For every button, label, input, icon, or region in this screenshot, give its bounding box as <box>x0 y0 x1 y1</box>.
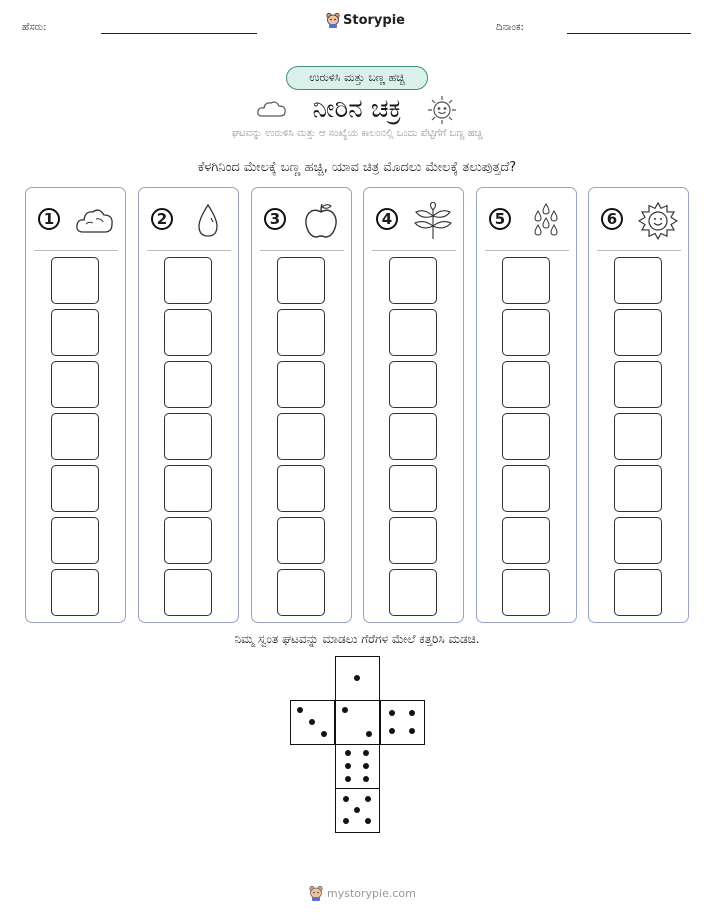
die-pip <box>342 707 348 713</box>
footer-url[interactable]: mystorypie.com <box>327 886 416 900</box>
color-box[interactable] <box>389 257 437 304</box>
color-box[interactable] <box>277 517 325 564</box>
die-net <box>290 656 426 836</box>
column-header <box>34 200 120 242</box>
column-number: 2 <box>151 208 173 230</box>
die-face-5 <box>335 788 380 833</box>
die-pip <box>365 796 371 802</box>
subtitle: ಘಟವನ್ನು ಉರುಳಿಸಿ ಮತ್ತು ಆ ಸಂಖ್ಯೆಯ ಕಾಲಂನಲ್ಲಿ ಒಂದು ಪೆಟ್ಟಿಗೆಗೆ ಬಣ್ಣ ಹಚ್ಚಿ <box>231 128 483 139</box>
color-box[interactable] <box>389 361 437 408</box>
color-box[interactable] <box>614 361 662 408</box>
die-face-4 <box>380 700 425 745</box>
column-number: 6 <box>601 208 623 230</box>
color-box[interactable] <box>277 569 325 616</box>
die-pip <box>409 728 415 734</box>
activity-badge: ಉರುಳಿಸಿ ಮತ್ತು ಬಣ್ಣ ಹಚ್ಚಿ <box>286 66 428 90</box>
apple-icon <box>300 202 342 240</box>
column-divider <box>260 250 344 251</box>
question-text: ಕೆಳಗಿನಿಂದ ಮೇಲಕ್ಕೆ ಬಣ್ಣ ಹಚ್ಚಿ, ಯಾವ ಚಿತ್ರ ಮೊದಲು ಮೇಲಕ್ಕೆ ತಲುಪುತ್ತದೆ? <box>197 160 517 175</box>
plant-icon <box>412 202 454 240</box>
color-box[interactable] <box>389 413 437 460</box>
column-number: 3 <box>264 208 286 230</box>
column-header <box>147 200 233 242</box>
color-box[interactable] <box>389 517 437 564</box>
column-divider <box>485 250 569 251</box>
die-face-6 <box>335 744 380 789</box>
color-box[interactable] <box>51 465 99 512</box>
color-box[interactable] <box>277 257 325 304</box>
color-box[interactable] <box>502 257 550 304</box>
color-box[interactable] <box>51 517 99 564</box>
column-number: 5 <box>489 208 511 230</box>
page-title: ನೀರಿನ ಚಕ್ರ <box>312 94 402 124</box>
color-box[interactable] <box>164 413 212 460</box>
die-pip <box>365 818 371 824</box>
column-number: 1 <box>38 208 60 230</box>
name-label: ಹೆಸರು: <box>22 22 47 33</box>
color-box[interactable] <box>277 413 325 460</box>
die-pip <box>309 719 315 725</box>
column-divider <box>597 250 681 251</box>
page-footer <box>309 885 416 901</box>
die-pip <box>363 750 369 756</box>
brand-name: Storypie <box>343 12 405 28</box>
date-label: ದಿನಾಂಕ: <box>496 22 524 33</box>
column-header <box>597 200 683 242</box>
water-drop-icon <box>187 202 229 240</box>
rain-drops-icon <box>525 202 567 240</box>
cloud-icon <box>74 202 116 240</box>
color-box[interactable] <box>277 309 325 356</box>
column-divider <box>372 250 456 251</box>
color-box[interactable] <box>614 569 662 616</box>
die-pip <box>345 750 351 756</box>
color-box[interactable] <box>51 569 99 616</box>
die-pip <box>321 731 327 737</box>
die-pip <box>363 776 369 782</box>
color-box[interactable] <box>502 361 550 408</box>
die-face-1 <box>335 656 380 701</box>
sun-icon <box>637 202 679 240</box>
die-pip <box>354 675 360 681</box>
column-divider <box>147 250 231 251</box>
column-header <box>372 200 458 242</box>
color-box[interactable] <box>502 465 550 512</box>
color-box[interactable] <box>51 257 99 304</box>
color-box[interactable] <box>614 257 662 304</box>
name-line <box>101 33 257 34</box>
column-divider <box>34 250 118 251</box>
brand-logo <box>326 12 405 28</box>
column-2 <box>138 187 239 623</box>
color-box[interactable] <box>164 569 212 616</box>
column-1 <box>25 187 126 623</box>
column-3 <box>251 187 352 623</box>
die-face-2 <box>335 700 380 745</box>
column-header <box>485 200 571 242</box>
column-6 <box>588 187 689 623</box>
color-box[interactable] <box>389 309 437 356</box>
color-box[interactable] <box>164 361 212 408</box>
bear-mascot-icon <box>326 12 340 28</box>
color-box[interactable] <box>614 413 662 460</box>
color-box[interactable] <box>277 465 325 512</box>
color-box[interactable] <box>614 465 662 512</box>
date-line <box>567 33 691 34</box>
die-pip <box>366 731 372 737</box>
die-pip <box>343 818 349 824</box>
bear-mascot-icon <box>309 885 323 901</box>
die-pip <box>363 763 369 769</box>
page-header <box>0 0 714 50</box>
column-4 <box>363 187 464 623</box>
color-box[interactable] <box>277 361 325 408</box>
color-box[interactable] <box>614 309 662 356</box>
die-pip <box>345 776 351 782</box>
die-pip <box>345 763 351 769</box>
column-number: 4 <box>376 208 398 230</box>
die-pip <box>409 710 415 716</box>
color-box[interactable] <box>502 413 550 460</box>
die-pip <box>343 796 349 802</box>
color-box[interactable] <box>389 465 437 512</box>
color-box[interactable] <box>51 413 99 460</box>
color-box[interactable] <box>164 257 212 304</box>
die-pip <box>354 807 360 813</box>
color-box[interactable] <box>502 309 550 356</box>
column-5 <box>476 187 577 623</box>
die-pip <box>389 710 395 716</box>
die-instruction: ನಿಮ್ಮ ಸ್ವಂತ ಘಟವನ್ನು ಮಾಡಲು ಗೆರೆಗಳ ಮೇಲೆ ಕತ್ತರಿಸಿ ಮಡಚಿ. <box>234 632 480 646</box>
column-header <box>260 200 346 242</box>
die-pip <box>297 707 303 713</box>
color-box[interactable] <box>502 517 550 564</box>
die-face-3 <box>290 700 335 745</box>
color-box[interactable] <box>164 309 212 356</box>
color-box[interactable] <box>614 517 662 564</box>
color-box[interactable] <box>502 569 550 616</box>
color-box[interactable] <box>164 465 212 512</box>
color-box[interactable] <box>51 309 99 356</box>
color-box[interactable] <box>51 361 99 408</box>
die-pip <box>389 728 395 734</box>
color-box[interactable] <box>389 569 437 616</box>
color-box[interactable] <box>164 517 212 564</box>
